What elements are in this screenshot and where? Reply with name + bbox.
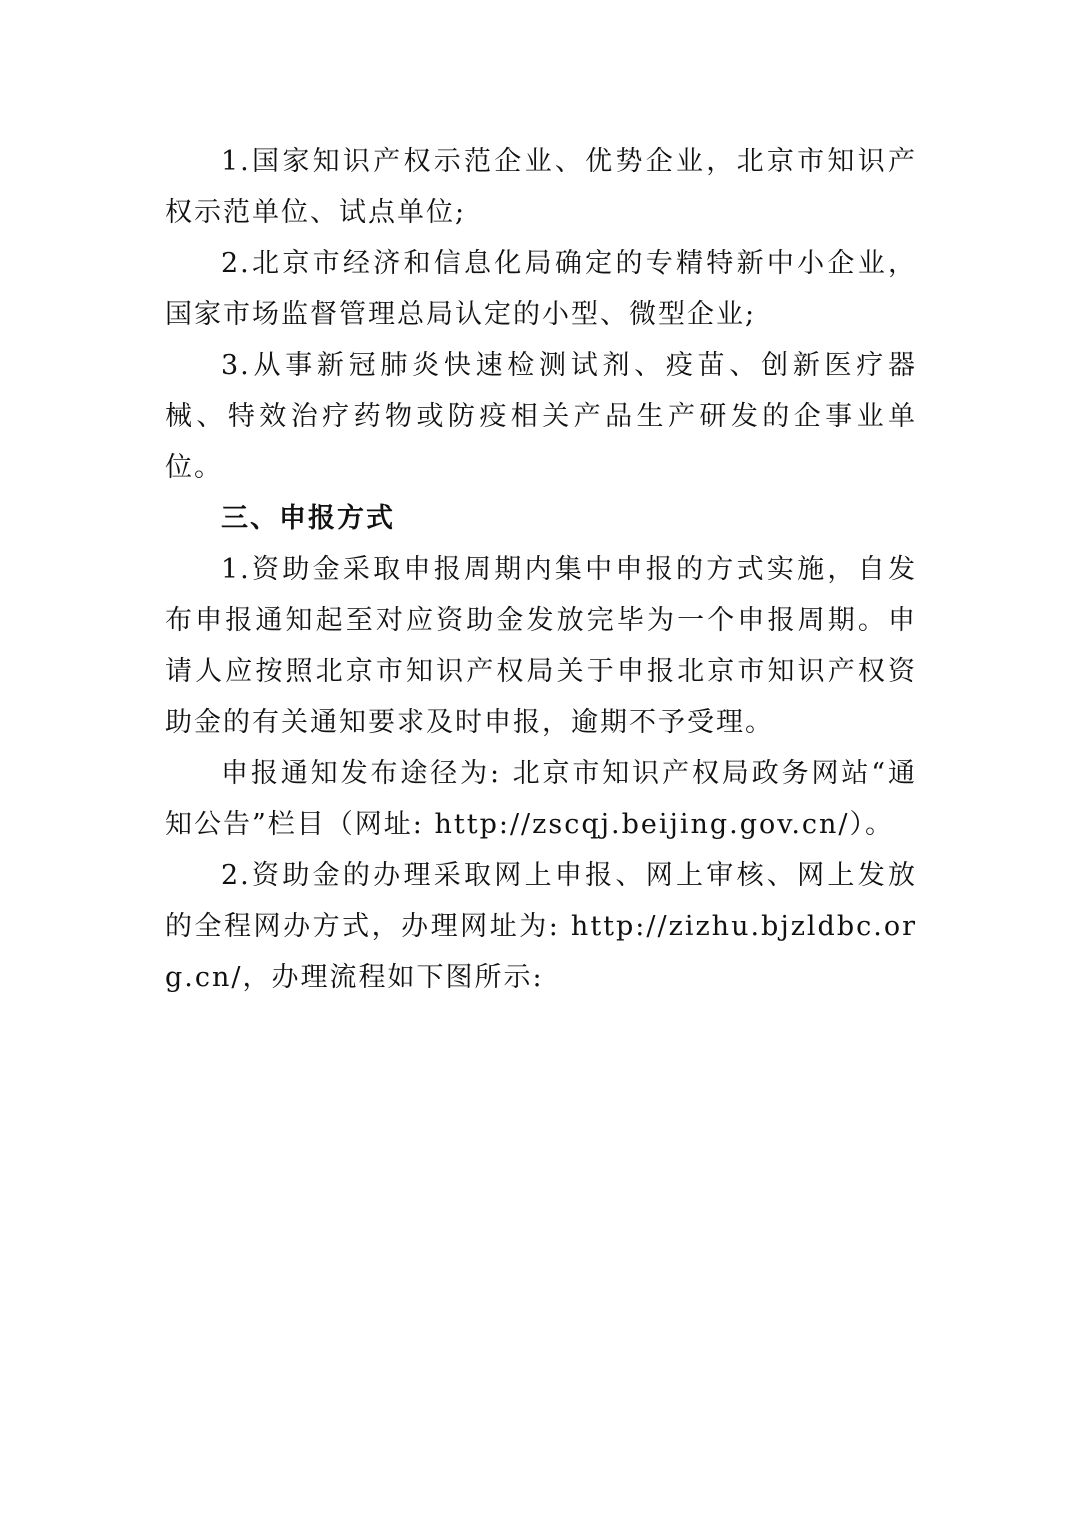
paragraph-item-1: 1.国家知识产权示范企业、优势企业，北京市知识产权示范单位、试点单位; [165,146,917,228]
section-paragraph-2: 申报通知发布途径为: 北京市知识产权局政务网站“通知公告”栏目（网址: http://zscqj.beijing.gov.cn/）。 [165,758,917,840]
section-heading: 三、申报方式 [221,503,395,534]
section-paragraph-3: 2.资助金的办理采取网上申报、网上审核、网上发放的全程网办方式，办理网址为: http://zizhu.bjzldbc.org.cn/，办理流程如下图所示: [165,860,917,993]
paragraph-item-3: 3.从事新冠肺炎快速检测试剂、疫苗、创新医疗器械、特效治疗药物或防疫相关产品生产研发的企事业单位。 [165,350,917,483]
document-body [165,136,917,1003]
section-paragraph-1: 1.资助金采取申报周期内集中申报的方式实施，自发布申报通知起至对应资助金发放完毕为一个申报周期。申请人应按照北京市知识产权局关于申报北京市知识产权资助金的有关通知要求及时申报，逾期不予受理。 [165,554,917,738]
paragraph-item-2: 2.北京市经济和信息化局确定的专精特新中小企业，国家市场监督管理总局认定的小型、微型企业; [165,248,917,330]
